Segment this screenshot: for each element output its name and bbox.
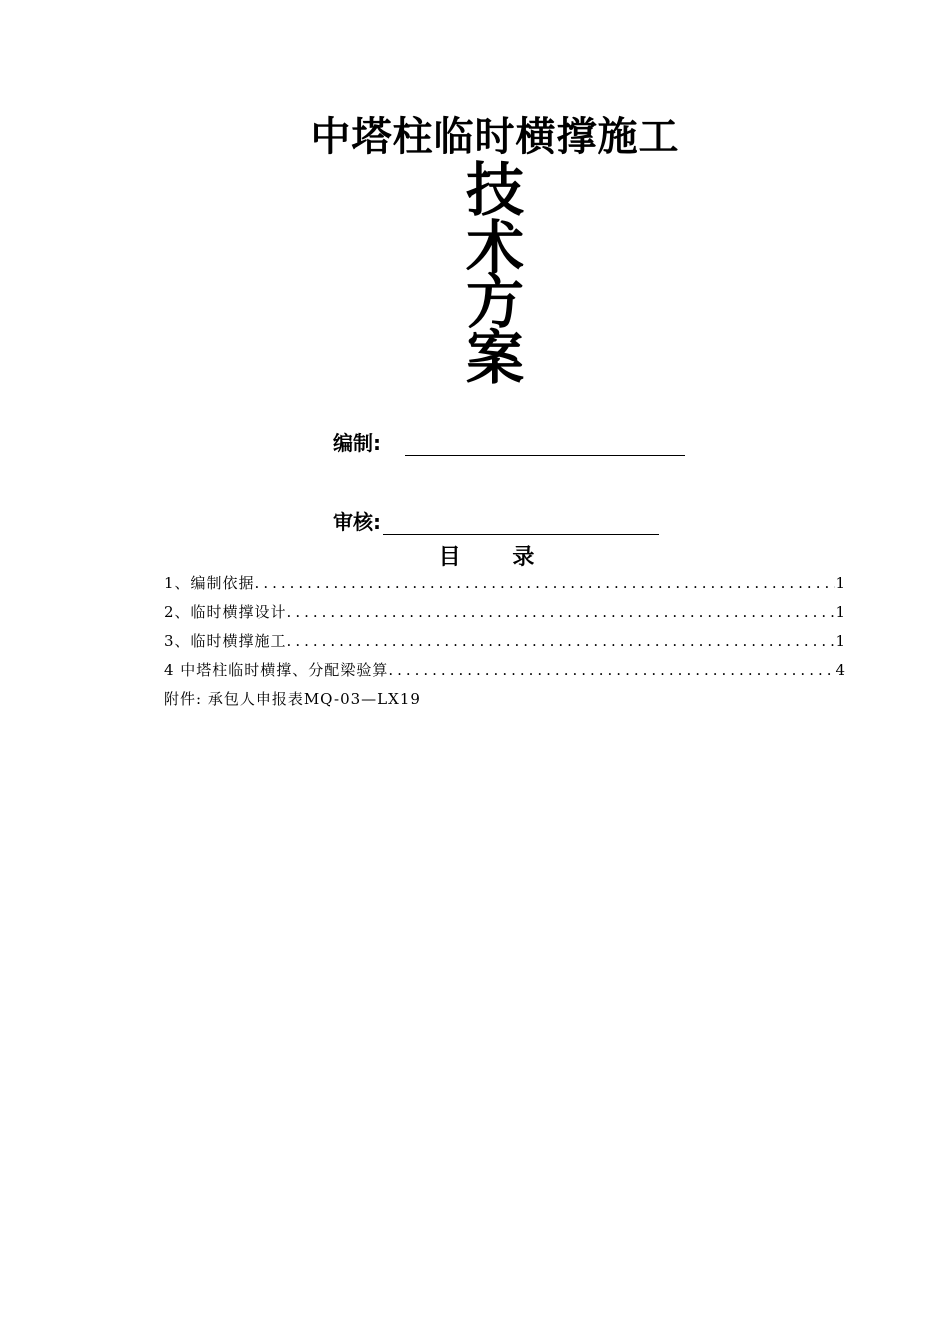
toc-item-page: 1: [835, 574, 846, 592]
toc-item-page: 1: [835, 632, 846, 650]
toc-item[interactable]: [164, 656, 846, 685]
toc-leader-dots: [287, 598, 836, 627]
toc-item[interactable]: [164, 569, 846, 598]
toc-appendix: 附件: 承包人申报表MQ-03—LX19: [164, 690, 421, 708]
reviewed-by-label: 审核:: [333, 510, 381, 534]
reviewed-by-line: [383, 512, 659, 535]
toc-heading: 目 录: [438, 545, 557, 570]
toc-item-label: 3、临时横撑施工: [164, 632, 287, 650]
toc-leader-dots: [287, 627, 836, 656]
vertical-title-char-4: 案: [465, 324, 524, 392]
toc-item-page: 1: [835, 603, 846, 621]
toc-item-label: 1、编制依据: [164, 574, 255, 592]
compiled-by-row: [333, 430, 685, 456]
toc-item-label: 4 中塔柱临时横撑、分配梁验算: [164, 661, 389, 679]
document-title: 中塔柱临时横撑施工: [310, 114, 680, 160]
compiled-by-line: [405, 433, 685, 456]
vertical-title-char-3: 方: [465, 268, 524, 336]
vertical-title-char-2: 术: [465, 214, 524, 282]
toc-item-page: 4: [835, 661, 846, 679]
toc-item-label: 2、临时横撑设计: [164, 603, 287, 621]
vertical-title-char-1: 技: [465, 156, 524, 224]
reviewed-by-row: [333, 509, 659, 535]
table-of-contents: [164, 569, 846, 714]
toc-leader-dots: [388, 656, 835, 685]
compiled-by-label: 编制:: [333, 431, 381, 455]
toc-leader-dots: [255, 569, 836, 598]
toc-item[interactable]: [164, 627, 846, 656]
toc-item[interactable]: [164, 598, 846, 627]
